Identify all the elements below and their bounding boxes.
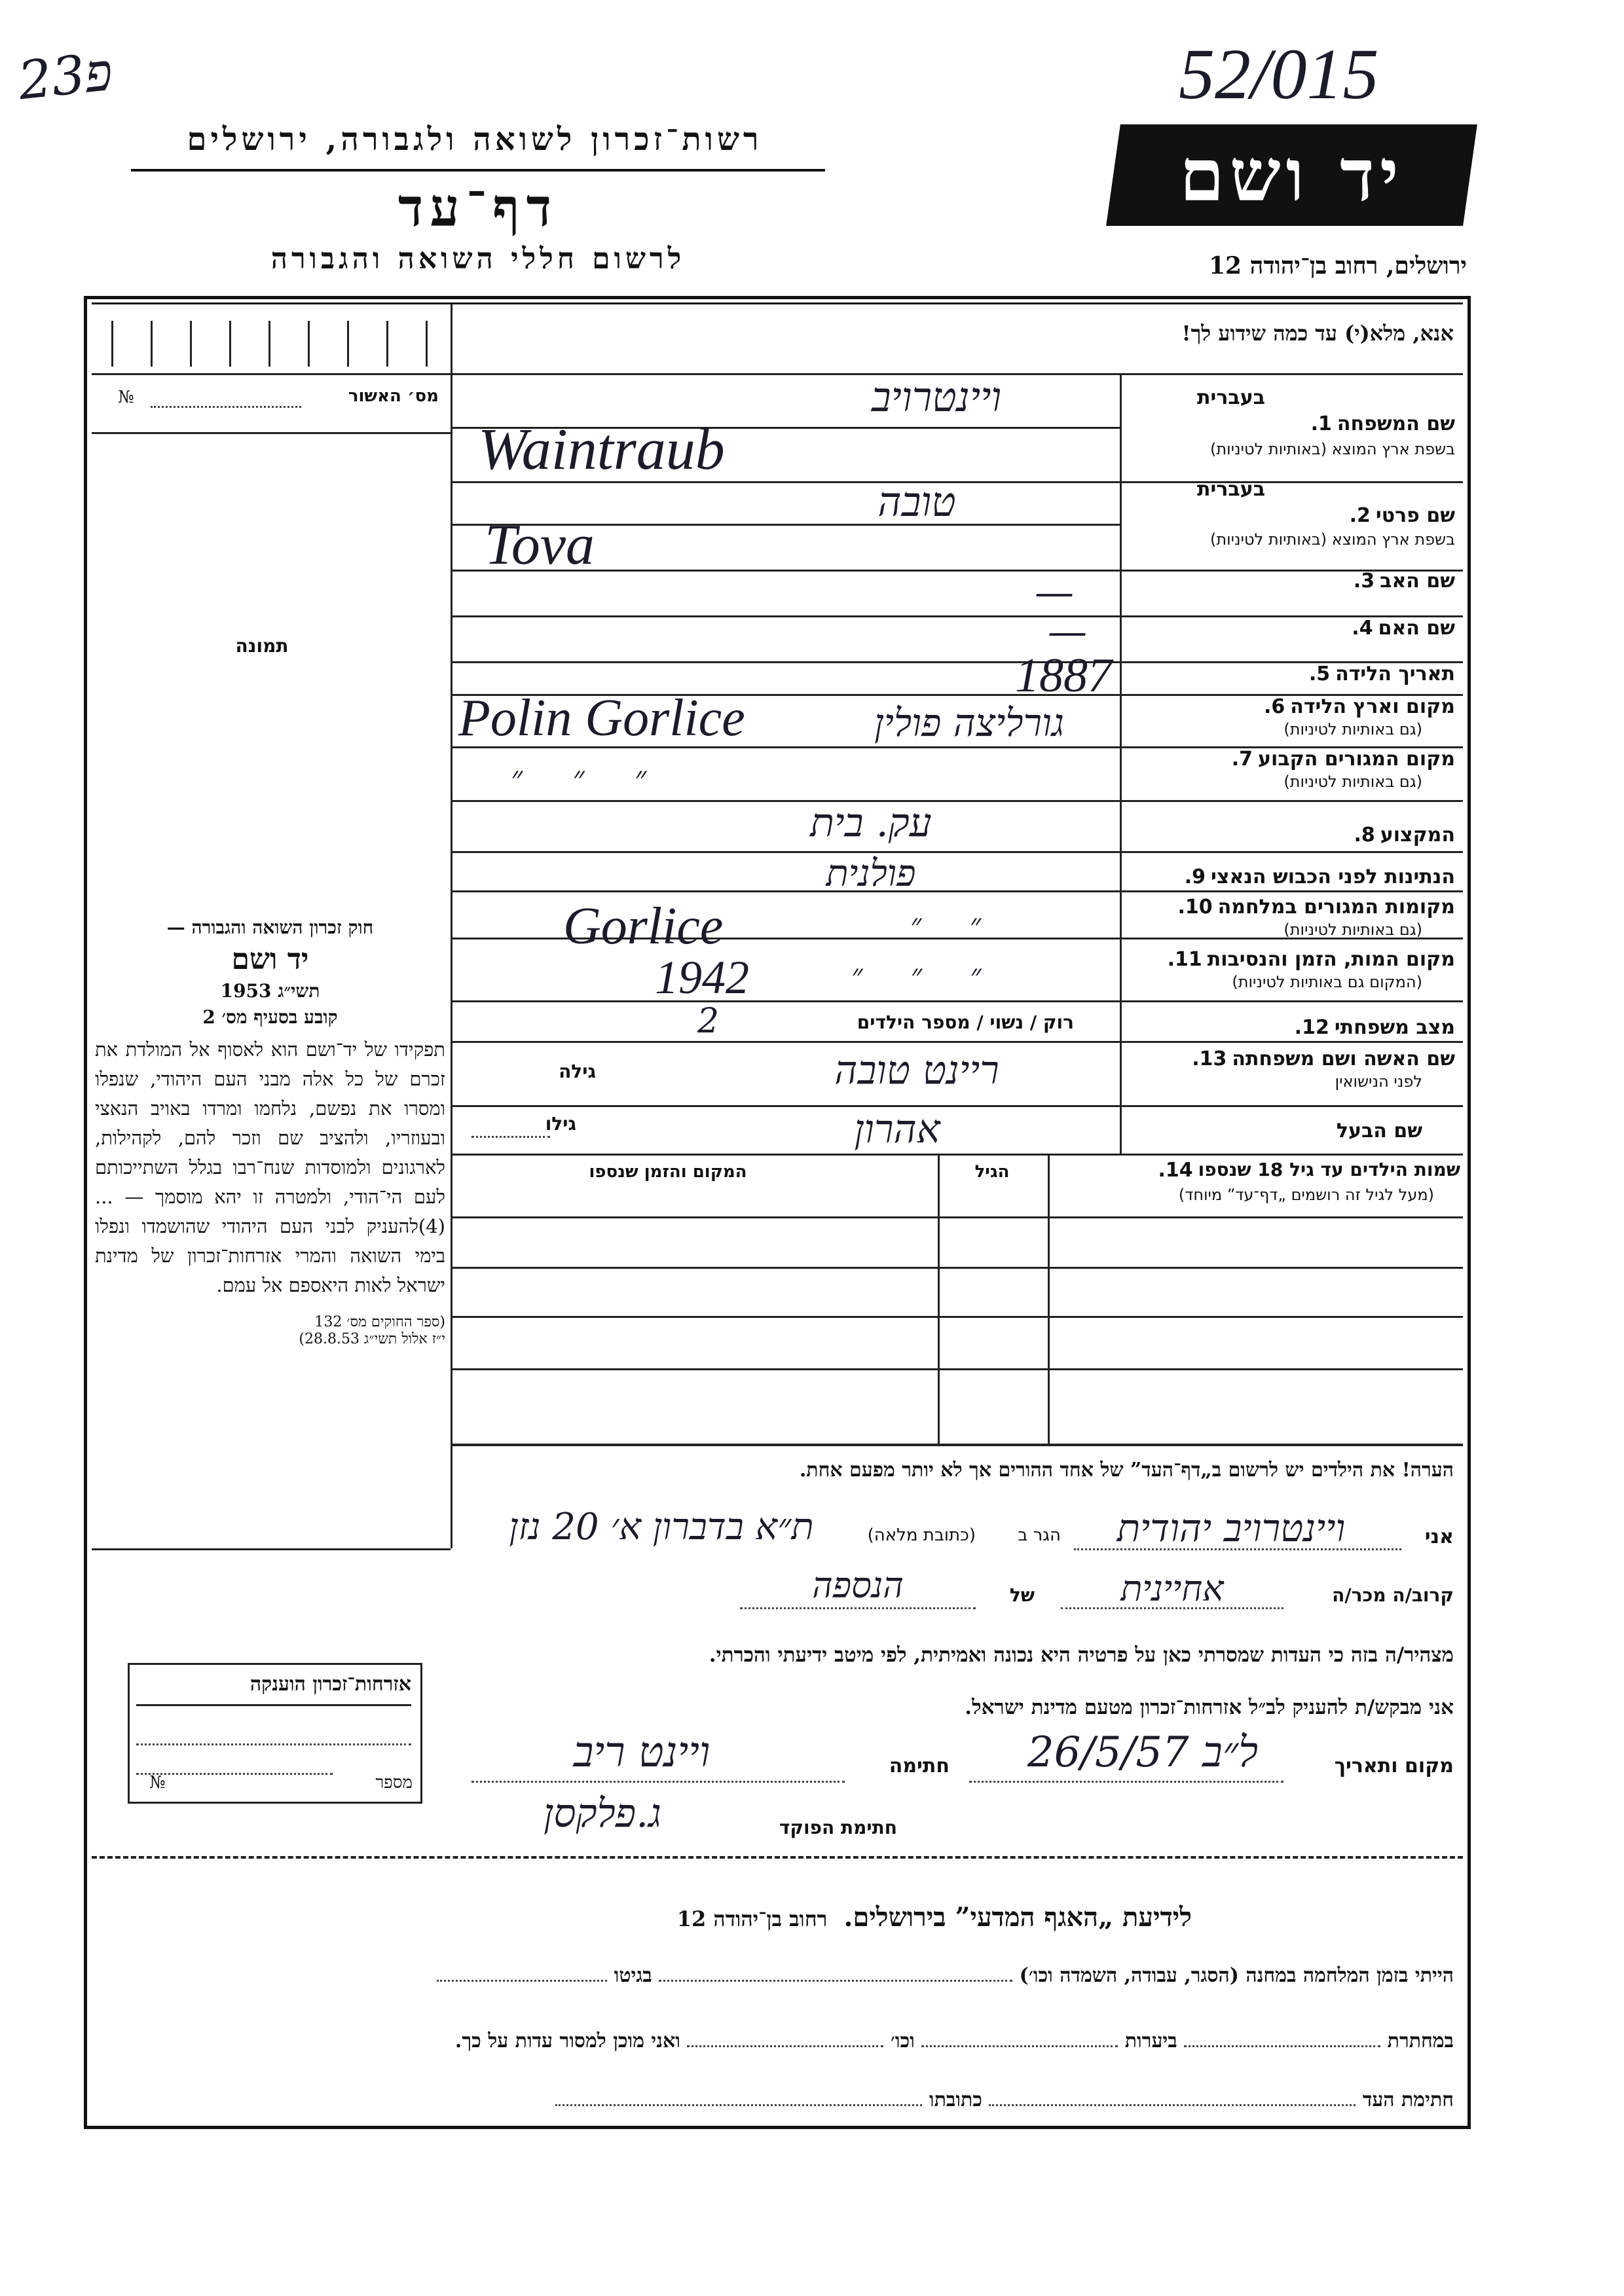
footer-title: לידיעת „האגף המדעי” בירושלים. — [843, 1902, 1192, 1933]
relation-value: אחיינית — [1120, 1568, 1224, 1609]
declarant-name: ויינטרויב יהודית — [1116, 1506, 1346, 1550]
address-label: (כתובת מלאה) — [867, 1525, 976, 1545]
law-ref-2: י״ז אלול תשי״ג 28.8.53) — [299, 1331, 445, 1347]
surname-hebrew: ויינטרויב — [871, 373, 1002, 421]
husband-age-label: גילו — [545, 1113, 576, 1135]
footer-address: רחוב בן־יהודה 12 — [676, 1906, 828, 1931]
officer-label: חתימת הפוקד — [779, 1817, 897, 1838]
form-subtitle: לרשום חללי השואה והגבורה — [270, 242, 686, 276]
field-rows: בעברית שם המשפחה 1. בשפת ארץ המוצא (באותיות לטיניות) בעברית שם פרטי 2. בשפת ארץ המוצא (באותיות לטיניות) שם האב 3. שם האם 4. תאריך הלידה 5. מקום וארץ הלידה 6. (גם באותיות לטיניות) מקום המגורים הקבוע 7. (גם באותיות לטיניות) המקצוע 8. הנתינות לפני הכבוש הנאצי 9. מקומות המגורים במלחמה 10. (גם באותיות לטיניות) מקום המות, הזמן והנסיבות 11. (המקום גם באותיות לטיניות) מצב משפחתי 12. שם האשה ושם משפחתה 13. לפני הנישואין שם הבעל — [1167, 386, 1455, 1142]
approval-number-label: מס׳ האשור — [348, 386, 439, 406]
first-name-latin: Tova — [485, 513, 595, 577]
children-header: שמות הילדים עד גיל 18 שנספו 14. (מעל לגיל זה רושמים „דף־עד” מיוחד) — [1158, 1159, 1460, 1204]
place-date-value: 26/5/57 ל״ב — [1027, 1728, 1259, 1777]
id-boxes — [92, 308, 451, 373]
wartime-residence: Gorlice — [563, 898, 724, 955]
footer-line-1: הייתי בזמן המלחמה במחנה (הסגר, עבודה, השמדה וכו׳) בגיטו — [92, 1964, 1454, 1987]
children-count: 2 — [697, 1002, 720, 1041]
birth-place-hebrew: גורליצה פולין — [874, 701, 1064, 745]
father-name: — — [1035, 570, 1074, 615]
citizenship-box-number-label: מספר — [375, 1773, 413, 1793]
request-text: אני מבקש/ת להעניק לב״ל אזרחות־זכרון מטעם מדינת ישראל. — [965, 1696, 1454, 1719]
officer-value: ג.פלקסן — [544, 1791, 661, 1836]
law-text: תפקידו של יד־ושם הוא לאסוף אל המולדת את זכרם של כל אלה מבני העם היהודי, שנפלו ומסרו את נפשם, נלחמו ומרדו באויב הנאצי ובעוזריו, ולהציב שם וזכר להם, לקהילות, לארגונים ולמוסדות שנח־רבו בגלל השתייכותם לעם הי־הודי, ולמטרה זו יהא מוסמך — ...(4)להעניק לבני העם היהודי שהושמדו ונפלו בימי השואה והמרי אזרחות־זכרון של מדינת ישראל לאות היאספם אל עמם. — [95, 1038, 445, 1296]
citizenship-box-title: אזרחות־זכרון הוענקה — [249, 1673, 411, 1696]
mother-name: — — [1048, 609, 1087, 655]
place-date-label: מקום ותאריך — [1334, 1755, 1454, 1777]
law-title: חוק זכרון השואה והגבורה — — [166, 917, 374, 938]
authority-name: רשות־זכרון לשואה ולגבורה, ירושלים — [187, 121, 763, 158]
surname-latin: Waintraub — [478, 417, 725, 482]
footer-line-2: במחתרת ביערות וכו׳ ואני מוכן למסור עדות על כך. — [454, 2030, 1454, 2052]
first-name-hebrew: טובה — [877, 478, 956, 526]
residence: ״ ״ ״ — [511, 759, 647, 796]
birth-place-latin: Polin Gorlice — [458, 689, 745, 747]
husband-name: אהרון — [854, 1106, 940, 1152]
file-number: 52/015 — [1179, 34, 1379, 114]
law-year: תשי״ג 1953 — [220, 980, 320, 1002]
declaration-text: מצהיר/ה בזה כי העדות שמסרתי כאן על פרטיה היא נכונה ואמיתית, לפי מיטב ידיעתי והכרתי. — [709, 1643, 1454, 1667]
instruction: אנא, מלא(י) עד כמה שידוע לך! — [1181, 321, 1454, 346]
profession: עק. בית — [810, 800, 932, 846]
death-marks: ״ ״ ״ — [851, 957, 982, 993]
form-title: דף־עד — [397, 177, 559, 238]
footer-title-row — [458, 1902, 1192, 1933]
citizenship-box-number-sign: № — [149, 1773, 166, 1793]
maiden-name: ריינט טובה — [834, 1048, 999, 1093]
signature-value: ויינט ריב — [573, 1728, 710, 1777]
living-label: הגר ב — [1018, 1525, 1061, 1545]
note: הערה! את הילדים יש לרשום ב„דף־העד” של אחד ההורים אך לא יותר מפעם אחת. — [799, 1459, 1454, 1482]
signature-label: חתימה — [889, 1755, 950, 1777]
citizenship: פולנית — [826, 852, 916, 895]
marital-options: רוק / נשוי / מספר הילדים — [857, 1011, 1074, 1033]
wife-age-label: גילה — [559, 1061, 596, 1082]
corner-mark: 23פ — [15, 41, 116, 112]
birth-date: 1887 — [1015, 649, 1112, 702]
relation-label: קרוב/ה מכר/ה — [1332, 1584, 1454, 1606]
photo-label: תמונה — [235, 635, 289, 657]
law-ref-1: (ספר החוקים מס׳ 132 — [314, 1314, 445, 1330]
law-box — [95, 917, 445, 1347]
declarant-i: אני — [1424, 1525, 1454, 1548]
citizenship-box — [128, 1663, 422, 1804]
wartime-residence-marks: ״ ״ — [910, 907, 982, 942]
approval-number-sign: № — [118, 388, 134, 407]
yad-vashem-logo: יד ושם — [1106, 124, 1477, 226]
death-info: 1942 — [655, 951, 749, 1004]
col-age: הגיל — [974, 1162, 1010, 1182]
law-section: קובע בסעיף מס׳ 2 — [202, 1006, 338, 1028]
address: ירושלים, רחוב בן־יהודה 12 — [1208, 252, 1467, 280]
footer-line-3: חתימת העד כתובתו — [92, 2088, 1454, 2111]
of-value: הנספה — [812, 1565, 904, 1606]
declarant-address: ת״א בדברון א׳ 20 נזן — [509, 1506, 814, 1548]
col-place-time: המקום והזמן שנספו — [589, 1162, 747, 1182]
law-name: יד ושם — [231, 943, 309, 976]
of-label: של — [1009, 1584, 1035, 1606]
